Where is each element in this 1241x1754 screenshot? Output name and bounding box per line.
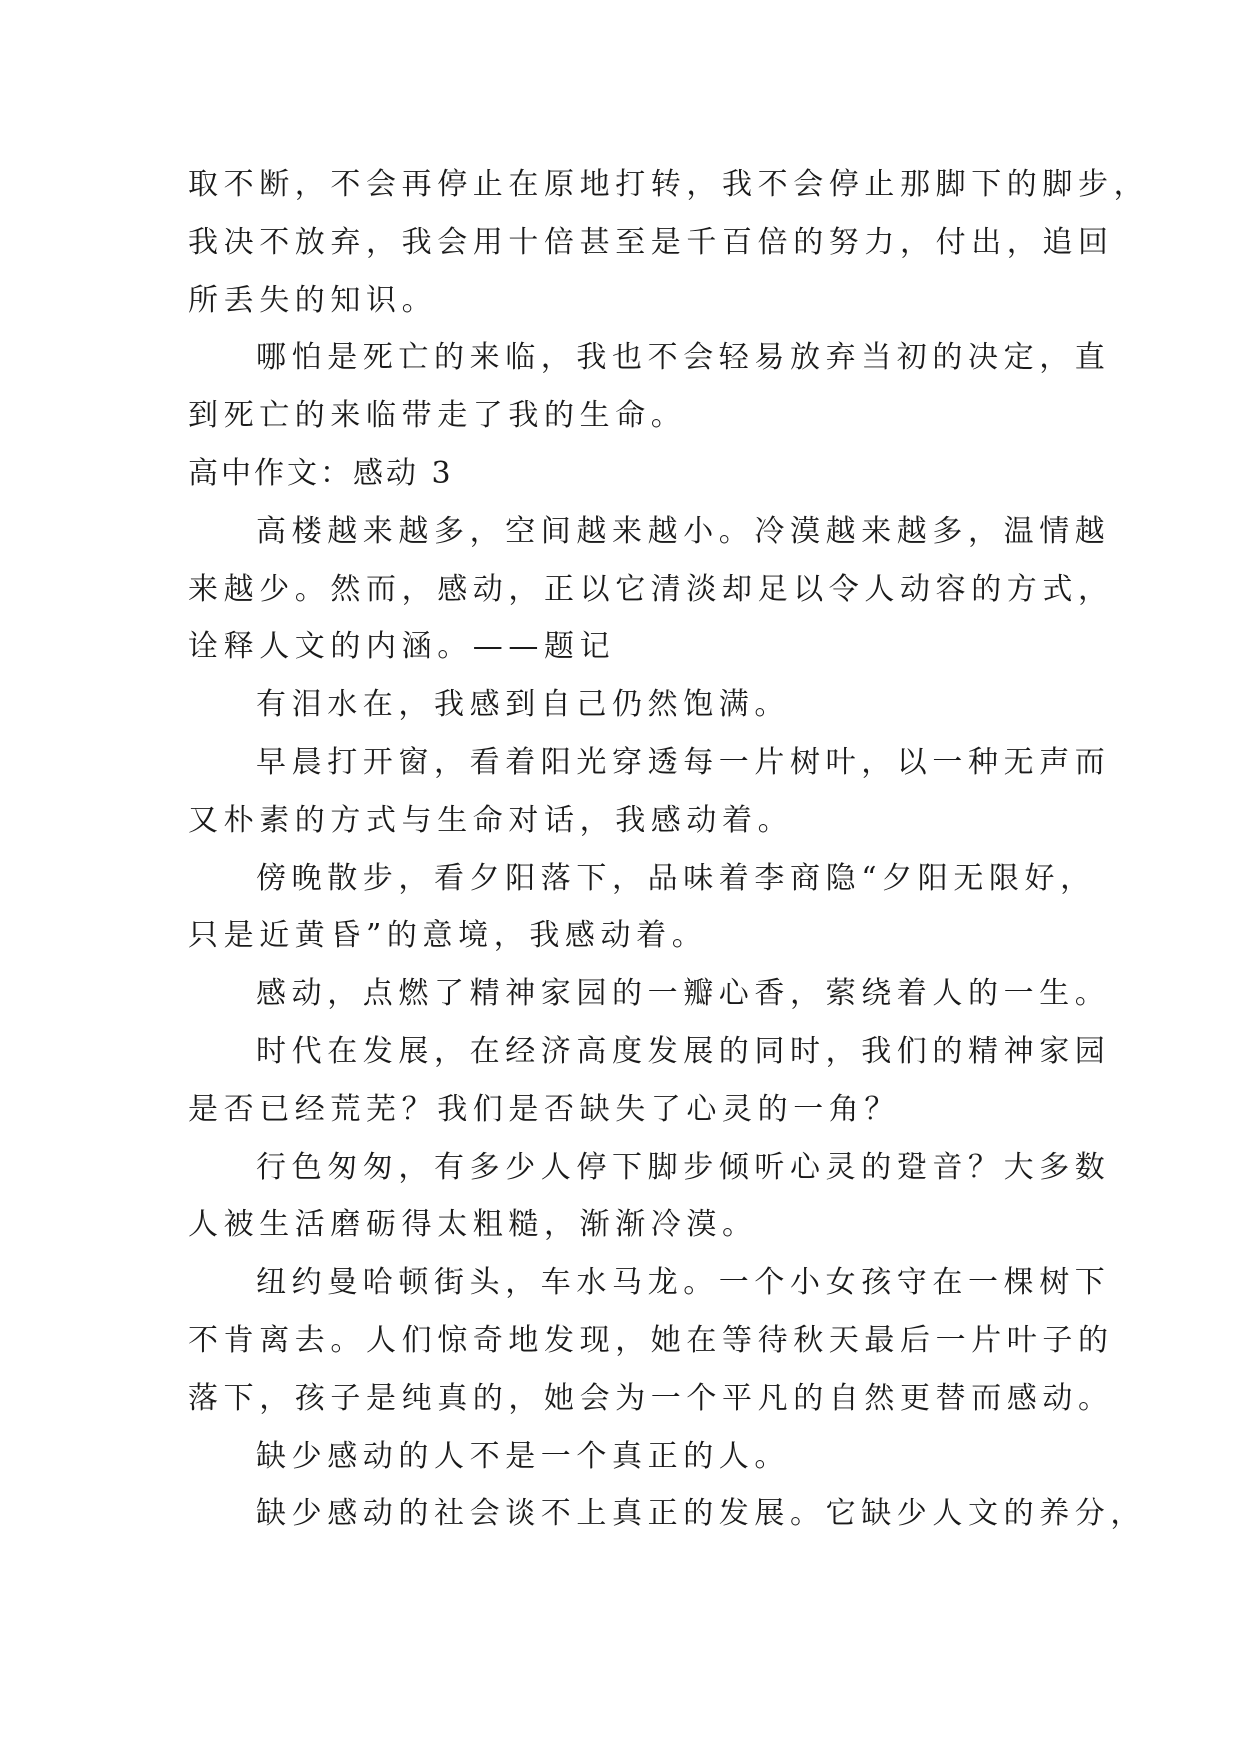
- document-body: [188, 156, 1150, 1543]
- text-line: 行色匆匆，有多少人停下脚步倾听心灵的跫音？大多数: [256, 1149, 1111, 1185]
- text-line: 有泪水在，我感到自己仍然饱满。: [256, 687, 790, 723]
- text-line: 落下，孩子是纯真的，她会为一个平凡的自然更替而感动。: [188, 1380, 1114, 1416]
- text-line: 来越少。然而，感动，正以它清淡却足以令人动容的方式，: [188, 571, 1114, 607]
- text-line: 不肯离去。人们惊奇地发现，她在等待秋天最后一片叶子的: [188, 1322, 1114, 1358]
- text-line: 早晨打开窗，看着阳光穿透每一片树叶，以一种无声而: [256, 744, 1111, 780]
- text-line: 我决不放弃，我会用十倍甚至是千百倍的努力，付出，追回: [188, 224, 1114, 260]
- text-line: 取不断，不会再停止在原地打转，我不会停止那脚下的脚步，: [188, 167, 1150, 202]
- section-heading: 高中作文：感动 3: [188, 455, 454, 491]
- text-line: 高楼越来越多，空间越来越小。冷漠越来越多，温情越: [256, 513, 1111, 549]
- text-line: 缺少感动的社会谈不上真正的发展。它缺少人文的养分，: [256, 1496, 1146, 1532]
- text-line: 是否已经荒芜？我们是否缺失了心灵的一角？: [188, 1091, 900, 1127]
- text-line: 所丢失的知识。: [188, 282, 438, 318]
- text-line: 傍晚散步，看夕阳落下，品味着李商隐“夕阳无限好，: [256, 860, 1096, 896]
- text-line: 感动，点燃了精神家园的一瓣心香，萦绕着人的一生。: [256, 976, 1111, 1012]
- text-line: 只是近黄昏”的意境，我感动着。: [188, 918, 708, 954]
- text-line: 时代在发展，在经济高度发展的同时，我们的精神家园: [256, 1033, 1111, 1069]
- text-line: 人被生活磨砺得太粗糙，渐渐冷漠。: [188, 1207, 758, 1243]
- text-line: 缺少感动的人不是一个真正的人。: [256, 1438, 790, 1474]
- text-line: 纽约曼哈顿街头，车水马龙。一个小女孩守在一棵树下: [256, 1265, 1111, 1301]
- text-line: 诠释人文的内涵。——题记: [188, 629, 616, 665]
- text-line: 哪怕是死亡的来临，我也不会轻易放弃当初的决定，直: [256, 340, 1111, 376]
- text-line: 又朴素的方式与生命对话，我感动着。: [188, 802, 794, 838]
- text-line: 到死亡的来临带走了我的生命。: [188, 398, 687, 434]
